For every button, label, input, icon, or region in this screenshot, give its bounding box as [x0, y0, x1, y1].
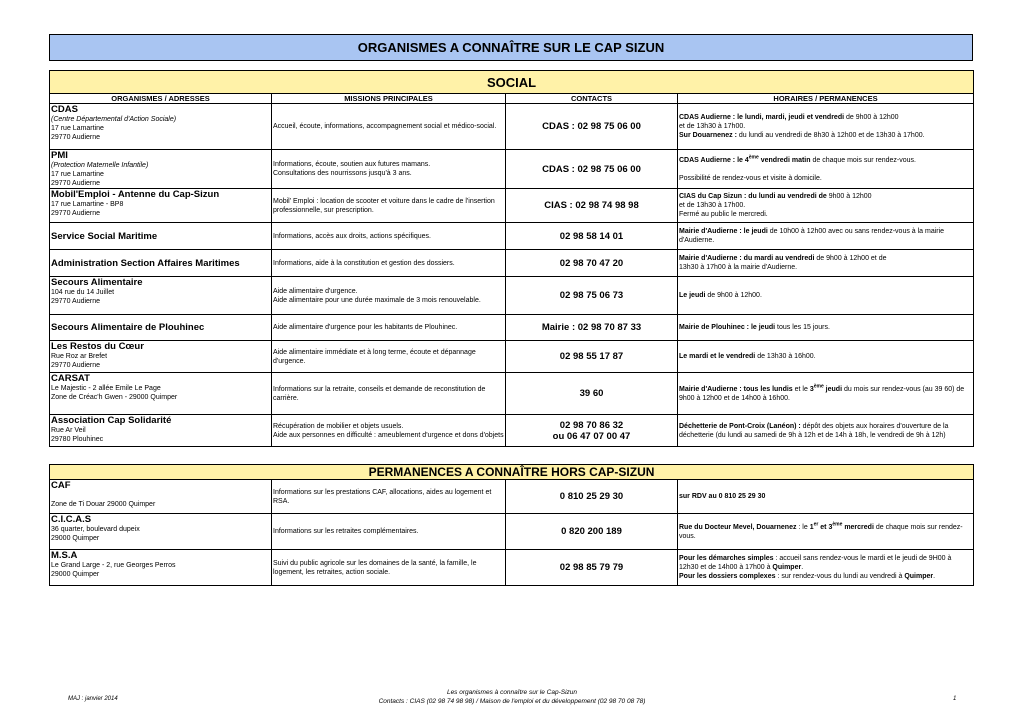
social-table	[49, 70, 974, 447]
table-row	[50, 415, 974, 447]
organism-name: Administration Section Affaires Maritimes	[51, 257, 240, 269]
organism-address-line: 29770 Audierne	[51, 362, 101, 369]
organism-cell	[50, 250, 272, 277]
organism-address-line: 104 rue du 14 Juillet	[51, 289, 115, 296]
hours-cell: Le mardi et le vendredi de 13h30 à 16h00.	[678, 341, 974, 373]
organism-address-line	[51, 491, 270, 500]
organism-address-line: 29000 Quimper	[51, 571, 100, 578]
contact-cell: 02 98 58 14 01	[506, 223, 678, 250]
organism-cell	[50, 480, 272, 514]
mission-cell: Informations sur la retraite, conseils et demande de reconstitution de carrière.	[272, 373, 506, 415]
organism-cell	[50, 415, 272, 447]
mission-cell: Informations, écoute, soutien aux futures mamans. Consultations des nourrissons jusqu'à 3 ans.	[272, 150, 506, 189]
mission-cell: Accueil, écoute, informations, accompagnement social et médico-social.	[272, 104, 506, 150]
organism-cell	[50, 104, 272, 150]
table-row	[50, 373, 974, 415]
column-header: HORAIRES / PERMANENCES	[678, 94, 974, 104]
hors-table	[49, 464, 974, 586]
mission-cell: Aide alimentaire d'urgence. Aide alimentaire pour une durée maximale de 3 mois renouvelable.	[272, 277, 506, 315]
organism-cell	[50, 550, 272, 586]
organism-subtitle: (Protection Maternelle Infantile)	[51, 162, 149, 169]
footer-update-date: MAJ : janvier 2014	[68, 696, 118, 702]
organism-address-line: 29770 Audierne	[51, 210, 101, 217]
contact-cell: CDAS : 02 98 75 06 00	[506, 104, 678, 150]
organism-cell	[50, 223, 272, 250]
organism-address-line: 29770 Audierne	[51, 180, 101, 187]
mission-cell: Aide alimentaire d'urgence pour les habitants de Plouhinec.	[272, 315, 506, 341]
organism-name: Association Cap Solidarité	[51, 415, 172, 426]
footer-title: Les organismes à connaître sur le Cap-Sizun	[446, 689, 578, 696]
organism-name: M.S.A	[51, 550, 78, 561]
hours-cell: sur RDV au 0 810 25 29 30	[678, 480, 974, 514]
table-row	[50, 223, 974, 250]
table-row	[50, 315, 974, 341]
contact-cell: 02 98 70 86 32 ou 06 47 07 00 47	[506, 415, 678, 447]
organism-address-line: Rue Roz ar Brefet	[51, 353, 108, 360]
organism-cell	[50, 373, 272, 415]
organism-address-line: Le Majestic - 2 allée Emile Le Page	[51, 385, 161, 392]
table-row	[50, 104, 974, 150]
organism-address-line: Rue Ar Veil	[51, 427, 86, 434]
mission-cell: Suivi du public agricole sur les domaines de la santé, la famille, le logement, les retraites, action sociale.	[272, 550, 506, 586]
organism-name: PMI	[51, 150, 68, 161]
organism-subtitle: (Centre Départemental d'Action Sociale)	[51, 116, 177, 123]
section-heading-hors: PERMANENCES A CONNAÎTRE HORS CAP-SIZUN	[50, 465, 974, 480]
mission-cell: Informations sur les prestations CAF, allocations, aides au logement et RSA.	[272, 480, 506, 514]
organism-address-line: 17 rue Lamartine - BP8	[51, 201, 124, 208]
organism-cell	[50, 514, 272, 550]
hours-cell: Rue du Docteur Mevel, Douarnenez : le 1er et 3ème mercredi de chaque mois sur rendez-vous.	[678, 514, 974, 550]
contact-cell: 02 98 75 06 73	[506, 277, 678, 315]
footer-contacts: Contacts : CIAS (02 98 74 98 98) / Maison de l'emploi et du développement (02 98 70 08 78)	[378, 698, 646, 705]
page-title: ORGANISMES A CONNAÎTRE SUR LE CAP SIZUN	[49, 34, 973, 61]
organism-cell	[50, 315, 272, 341]
organism-name: Mobil'Emploi - Antenne du Cap-Sizun	[51, 189, 220, 200]
hours-cell: CDAS Audierne : le lundi, mardi, jeudi et vendredi de 9h00 à 12h00 et de 13h30 à 17h00. Sur Douarnenez : du lundi au vendredi de 8h30 à 12h00 et de 13h30 à 17h00.	[678, 104, 974, 150]
contact-cell: Mairie : 02 98 70 87 33	[506, 315, 678, 341]
organism-name: Service Social Maritime	[51, 230, 158, 242]
table-row	[50, 341, 974, 373]
hours-cell: Le jeudi de 9h00 à 12h00.	[678, 277, 974, 315]
organism-name: C.I.C.A.S	[51, 514, 92, 525]
hours-cell: Déchetterie de Pont-Croix (Lanéon) : dépôt des objets aux horaires d'ouverture de la déchetterie (du lundi au samedi de 9h à 12h et de 14h à 18h, le vendredi de 9h à 12h)	[678, 415, 974, 447]
hours-cell: Mairie de Plouhinec : le jeudi tous les 15 jours.	[678, 315, 974, 341]
table-row	[50, 277, 974, 315]
contact-cell: 02 98 55 17 87	[506, 341, 678, 373]
organism-name: Les Restos du Cœur	[51, 341, 144, 352]
hours-cell: Pour les démarches simples : accueil sans rendez-vous le mardi et le jeudi de 9H00 à 12h30 et de 14h00 à 17h00 à Quimper. Pour les dossiers complexes : sur rendez-vous du lundi au vendredi à Quimper.	[678, 550, 974, 586]
organism-name: CAF	[51, 480, 71, 491]
hours-cell: Mairie d'Audierne : tous les lundis et le 3ème jeudi du mois sur rendez-vous (au 39 60) de 9h00 à 12h00 et de 14h00 à 16h00.	[678, 373, 974, 415]
organism-address-line: 29780 Plouhinec	[51, 436, 104, 443]
contact-cell: 39 60	[506, 373, 678, 415]
table-row	[50, 250, 974, 277]
organism-address-line: 29000 Quimper	[51, 535, 100, 542]
mission-cell: Aide alimentaire immédiate et à long terme, écoute et dépannage d'urgence.	[272, 341, 506, 373]
table-row	[50, 514, 974, 550]
table-row	[50, 189, 974, 223]
contact-cell: CIAS : 02 98 74 98 98	[506, 189, 678, 223]
organism-address-line: Zone de Créac'h Gwen - 29000 Quimper	[51, 394, 178, 401]
table-row	[50, 550, 974, 586]
organism-address-line: Le Grand Large - 2, rue Georges Perros	[51, 562, 176, 569]
section-heading-social: SOCIAL	[50, 71, 974, 94]
organism-name: Secours Alimentaire	[51, 277, 143, 288]
mission-cell: Informations sur les retraites complémentaires.	[272, 514, 506, 550]
contact-cell: 02 98 85 79 79	[506, 550, 678, 586]
organism-name: CARSAT	[51, 373, 90, 384]
organism-address-line: Zone de Ti Douar 29000 Quimper	[51, 501, 156, 508]
column-header: CONTACTS	[506, 94, 678, 104]
column-header: ORGANISMES / ADRESSES	[50, 94, 272, 104]
organism-address-line: 17 rue Lamartine	[51, 125, 104, 132]
organism-name: CDAS	[51, 104, 78, 115]
organism-cell	[50, 277, 272, 315]
organism-cell	[50, 341, 272, 373]
hours-cell: CIAS du Cap Sizun : du lundi au vendredi de 9h00 à 12h00 et de 13h30 à 17h00. Fermé au public le mercredi.	[678, 189, 974, 223]
table-row	[50, 480, 974, 514]
hours-cell: Mairie d'Audierne : le jeudi de 10h00 à 12h00 avec ou sans rendez-vous à la mairie d'Audierne.	[678, 223, 974, 250]
mission-cell: Informations, aide à la constitution et gestion des dossiers.	[272, 250, 506, 277]
table-row	[50, 150, 974, 189]
contact-cell: CDAS : 02 98 75 06 00	[506, 150, 678, 189]
organism-address-line: 36 quarter, boulevard dupeix	[51, 526, 140, 533]
mission-cell: Mobil' Emploi : location de scooter et voiture dans le cadre de l'insertion professionnelle, sur prescription.	[272, 189, 506, 223]
hours-cell: CDAS Audierne : le 4ème vendredi matin de chaque mois sur rendez-vous. Possibilité de rendez-vous et visite à domicile.	[678, 150, 974, 189]
organism-cell	[50, 189, 272, 223]
mission-cell: Récupération de mobilier et objets usuels. Aide aux personnes en difficulté : ameublement d'urgence et dons d'objets	[272, 415, 506, 447]
mission-cell: Informations, accès aux droits, actions spécifiques.	[272, 223, 506, 250]
organism-name: Secours Alimentaire de Plouhinec	[51, 322, 205, 333]
organism-address-line: 17 rue Lamartine	[51, 171, 104, 178]
organism-address-line: 29770 Audierne	[51, 134, 101, 141]
organism-cell	[50, 150, 272, 189]
page-number: 1	[953, 696, 957, 702]
contact-cell: 0 810 25 29 30	[506, 480, 678, 514]
contact-cell: 0 820 200 189	[506, 514, 678, 550]
organism-address-line: 29770 Audierne	[51, 298, 101, 305]
column-header: MISSIONS PRINCIPALES	[272, 94, 506, 104]
hours-cell: Mairie d'Audierne : du mardi au vendredi de 9h00 à 12h00 et de 13h30 à 17h00 à la mairie d'Audierne.	[678, 250, 974, 277]
contact-cell: 02 98 70 47 20	[506, 250, 678, 277]
